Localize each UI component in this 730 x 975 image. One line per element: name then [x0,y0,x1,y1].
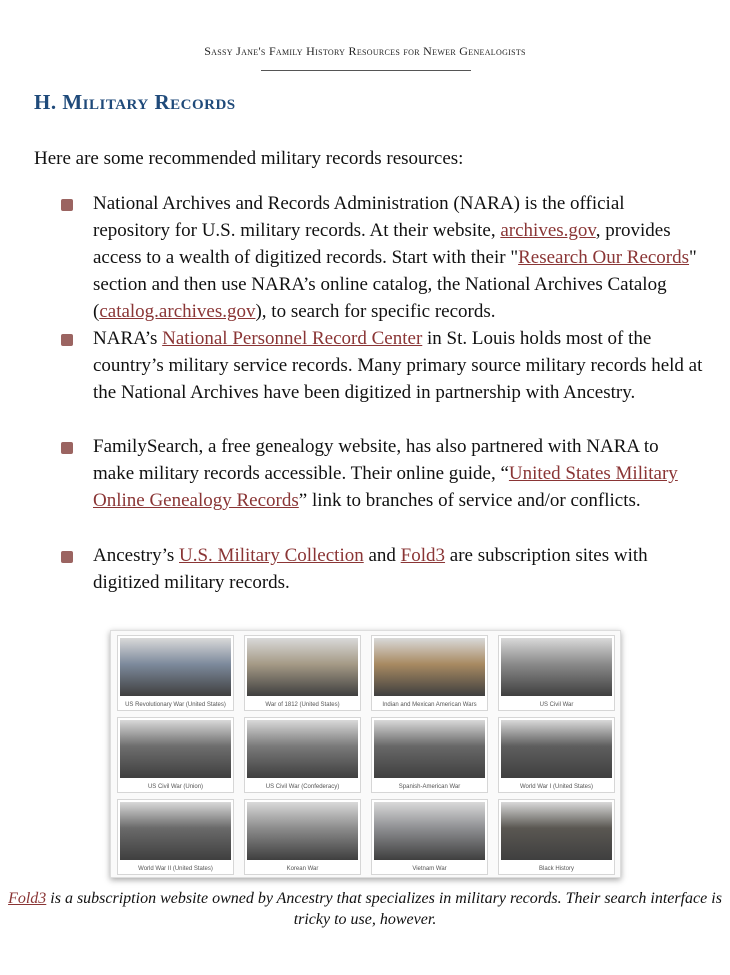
list-item [93,190,703,325]
tile-label: Indian and Mexican American Wars [382,702,477,708]
item-text: Ancestry’s [93,545,180,566]
item-text: are subscription sites with digitized military records. [93,545,648,593]
bullet-icon [61,442,73,454]
bullet-icon [61,334,73,346]
collection-tile [498,635,615,711]
tile-label: Vietnam War [412,866,447,872]
item-text: in St. Louis holds most of the country’s military service records. Many primary source military records held at the National Archives have been digitized in partnership with Ancestry. [93,328,703,403]
us-military-collection-link[interactable]: U.S. Military Collection [179,545,364,566]
tile-label: World War II (United States) [138,866,213,872]
tile-label: US Revolutionary War (United States) [125,702,226,708]
tile-image [247,638,358,696]
list-item [93,542,703,596]
collection-tile [371,799,488,875]
collection-tile [117,635,234,711]
tile-image [374,720,485,778]
tile-image [120,720,231,778]
tile-image [374,638,485,696]
collection-tile [371,717,488,793]
collection-tile [371,635,488,711]
header-rule [261,70,471,71]
tile-image [501,720,612,778]
item-text: , provides access to a wealth of digitized records. Start with their " [93,220,671,268]
tile-image [120,638,231,696]
collection-tile [244,717,361,793]
tile-label: US Civil War [539,702,574,708]
research-our-records-link[interactable]: Research Our Records [518,247,690,268]
tile-image [247,720,358,778]
item-text: ), to search for specific records. [255,301,496,322]
tile-image [247,802,358,860]
collection-tile [498,799,615,875]
collection-tile [244,635,361,711]
tile-label: World War I (United States) [519,784,594,790]
tile-image [501,638,612,696]
tile-image [501,802,612,860]
item-text: National Archives and Records Administration (NARA) is the official repository for U.S. military records. At their website, [93,193,625,241]
caption-text: is a subscription website owned by Ancestry that specializes in military records. Their search interface is tricky to use, however. [46,890,722,928]
bullet-icon [61,199,73,211]
running-header: Sassy Jane's Family History Resources for Newer Genealogists [204,44,526,58]
national-personnel-record-center-link[interactable]: National Personnel Record Center [162,328,423,349]
intro-text: Here are some recommended military records resources: [34,148,464,169]
collection-tile [117,799,234,875]
item-text: NARA’s [93,328,163,349]
fold3-link[interactable]: Fold3 [400,545,446,566]
tile-label: US Civil War (Confederacy) [265,784,340,790]
fold3-collection-screenshot [110,630,621,878]
collection-tile [498,717,615,793]
section-title: H. Military Records [34,90,236,114]
item-text: and [363,545,401,566]
list-item [93,325,703,406]
us-military-online-genealogy-records-link[interactable]: United States Military Online Genealogy Records [93,463,678,511]
tile-label: Korean War [286,866,319,872]
catalog-archives-gov-link[interactable]: catalog.archives.gov [99,301,256,322]
archives-gov-link[interactable]: archives.gov [500,220,596,241]
bullet-icon [61,551,73,563]
figure-caption [0,888,730,930]
tile-label: US Civil War (Union) [147,784,204,790]
fold3-caption-link[interactable]: Fold3 [8,890,47,907]
tile-label: War of 1812 (United States) [265,702,340,708]
item-text: FamilySearch, a free genealogy website, has also partnered with NARA to make military records accessible. Their online guide, “ [93,436,659,484]
tile-label: Spanish-American War [398,784,461,790]
tile-label: Black History [538,866,574,872]
tile-image [374,802,485,860]
tile-image [120,802,231,860]
list-item [93,433,703,514]
collection-tile [244,799,361,875]
item-text: ” link to branches of service and/or conflicts. [298,490,641,511]
collection-tile [117,717,234,793]
item-text: " section and then use NARA’s online catalog, the National Archives Catalog ( [93,247,697,322]
